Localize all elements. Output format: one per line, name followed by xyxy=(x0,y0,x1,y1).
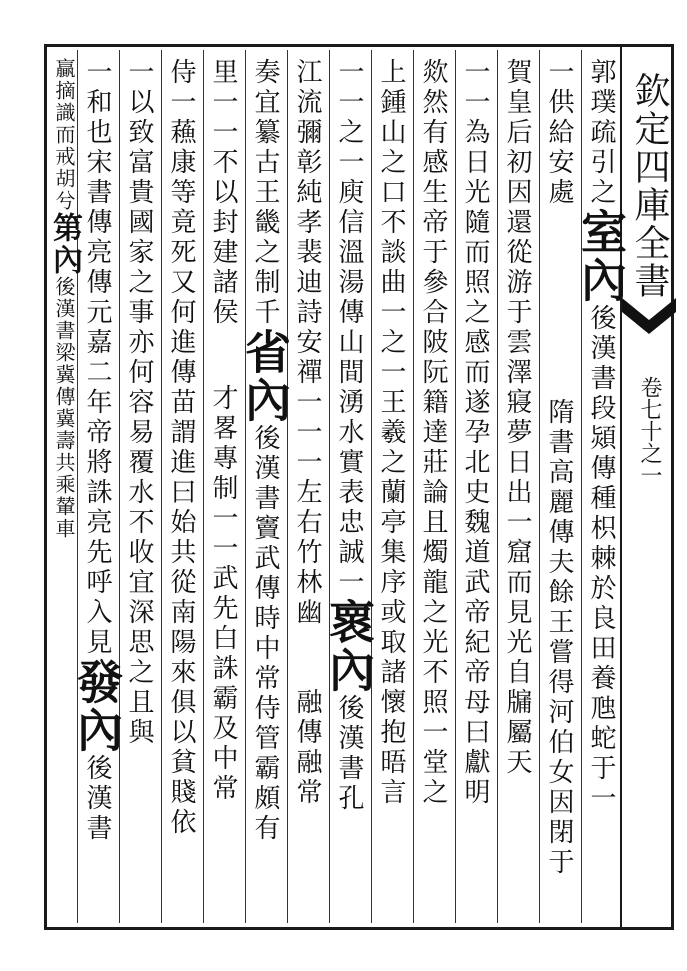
juan-label: 卷七十之一 xyxy=(637,376,662,486)
book-title: 欽定四庫全書 xyxy=(629,72,670,300)
text-column-5: 欻然有感生帝于參合陂阮籍達莊論且燭龍之光不照一堂之 xyxy=(418,58,448,808)
text-column-2: 一供給安處隋書高麗傳夫餘王嘗得河伯女因閉于 xyxy=(544,58,574,878)
text-column-1: 郭璞疏引之室內後漢書段熲傳種枳棘於良田養虺蛇于一 xyxy=(574,58,628,814)
text-column-9: 奏宜纂古王畿之制千省內後漢書竇武傳時中常侍管霸頗有 xyxy=(238,58,292,844)
text-column-7: 一一之一庾信溫湯傳山間湧水實表忠誠一褱內後漢書孔 xyxy=(322,58,376,814)
fishtail-mark-icon xyxy=(622,290,676,342)
text-column-10: 里一一不以封建諸侯才畧專制一一武先白誅霸及中常 xyxy=(208,58,238,804)
text-column-6: 上鍾山之口不談曲一之一王羲之蘭亭集序或取諸懷抱晤言 xyxy=(376,58,406,808)
text-column-4: 一一為日光隨而照之感而遂孕北史魏道武帝紀帝母曰獻明 xyxy=(460,58,490,808)
text-column-14: 贏摘識而戒胡兮第內後漢書梁冀傳冀壽共乘輦車 xyxy=(47,58,82,540)
text-column-11: 侍一蘓康等竟死又何進傳苗謂進曰始共從南陽來俱以貧賤依 xyxy=(166,58,196,838)
text-column-3: 賀皇后初因還從游于雲澤寢夢日出一窟而見光自牖屬天 xyxy=(502,58,532,778)
text-column-12: 一以致富貴國家之事亦何容易覆水不收宜深思之且與 xyxy=(124,58,154,748)
margin-strip xyxy=(620,44,674,930)
text-column-13: 一和也宋書傳亮傳元嘉二年帝將誅亮先呼入見發內後漢書 xyxy=(70,58,124,844)
text-column-8: 江流彌彰純孝裴迪詩安禪一一一左右竹林幽融傳融常 xyxy=(292,58,322,808)
